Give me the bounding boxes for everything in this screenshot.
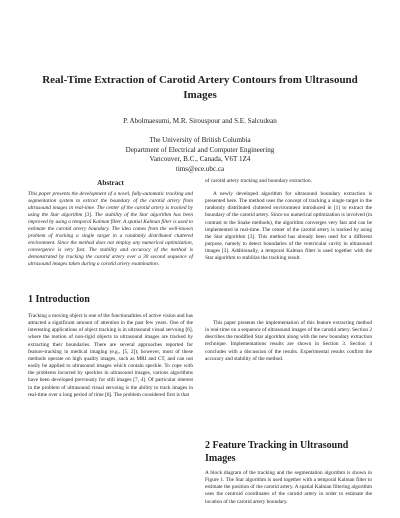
section-1-heading: 1 Introduction [28,294,90,305]
section-2-heading: 2 Feature Tracking in Ultrasound Images [205,440,349,464]
affiliation-university: The University of British Columbia [149,136,251,144]
affiliation-department: Department of Electrical and Computer Engineering [125,145,275,154]
paper-title: Real-Time Extraction of Carotid Artery Contours from Ultrasound Images [42,74,358,101]
affiliation-block [20,136,380,174]
affiliation-address: Vancouver, B.C., Canada, V6T 1Z4 [149,155,251,164]
abstract-text: This paper presents the development of a novel, fully-automatic tracking and segmentation system to extract the boundary of the carotid artery from ultrasound images in real-time. The center of the carotid artery is tracked by using the Star algorithm [3]. The stability of the Star algorithm has been improved by using a temporal Kalman filter. A spatial Kalman filter is used to estimate the carotid artery boundary. The idea comes from the well-known problem of tracking a single target in a randomly distributed cluttered environment. Since the method does not employ any numerical optimization, convergence is very fast. The stability and accuracy of the method is demonstrated by tracking the carotid artery over a 30 second sequence of ultrasound images taken during a carotid artery examination. [28,191,193,268]
abstract-heading: Abstract [97,179,124,187]
section-1-body: Tracking a moving object is one of the functionalities of active vision and has attracted a significant amount of attention in the past few years. One of the interesting applications of object tracking is in ultrasound visual servoing [6], where the motion of non-rigid objects in ultrasound images are tracked by extracting their boundaries. There are several approaches reported for feature-tracking in medical imaging (e.g., [5, 2]); however, most of these methods operate on high quality images, such as MRI and CT, and can not easily be applied to ultrasound images which contain speckle. To cope with the problems incurred by speckles in ultrasound images, various algorithms have been developed previously for still images [7, 4]. Of particular interest in the problem of ultrasound visual servoing is the ability to track images in real-time over a long period of time [6]. The problem considered first is that [28,313,193,398]
section-2-body: A block diagram of the tracking and the segmentation algorithm is shown in Figure 1. The Star algorithm is used together with a temporal Kalman filter to estimate the position of the carotid artery. A spatial Kalman filtering algorithm uses the centroid coordinates of the carotid artery in order to estimate the location of the carotid artery boundary. [205,470,372,505]
right-column-paragraph-2: A newly developed algorithm for ultrasound boundary extraction is presented here. The method uses the concept of tracking a single target in the randomly distributed cluttered environment introduced in [1] to extract the boundary of the carotid artery. Since no numerical optimization is involved (in contrast to the Snake methods), the algorithm converges very fast and can be implemented in real-time. The center of the carotid artery is tracked by using the Star algorithm [3]. This method has already been used for a different purpose, namely to detect boundaries of the ventricular cavity in ultrasound images [3]. Additionally, a temporal Kalman filter is used together with the Star algorithm to stabilize the tracking result. [205,191,372,262]
affiliation-email: tims@ece.ubc.ca [175,164,225,173]
right-column-paragraph-1: of carotid artery tracking and boundary extraction. [205,178,312,184]
right-column-paragraph-3: This paper presents the implementation of this feature extracting method in real-time on a sequence of ultrasound images of the carotid artery. Section 2 describes the modified Star algorithm along with the new boundary extraction technique. Implementations results are shown in Section 3. Section 4 concludes with a discussion of the results. Experimental results confirm the accuracy and stability of the method. [205,320,372,362]
paper-authors: P. Abolmaesumi, M.R. Sirouspour and S.E. Salcudean [123,117,277,125]
